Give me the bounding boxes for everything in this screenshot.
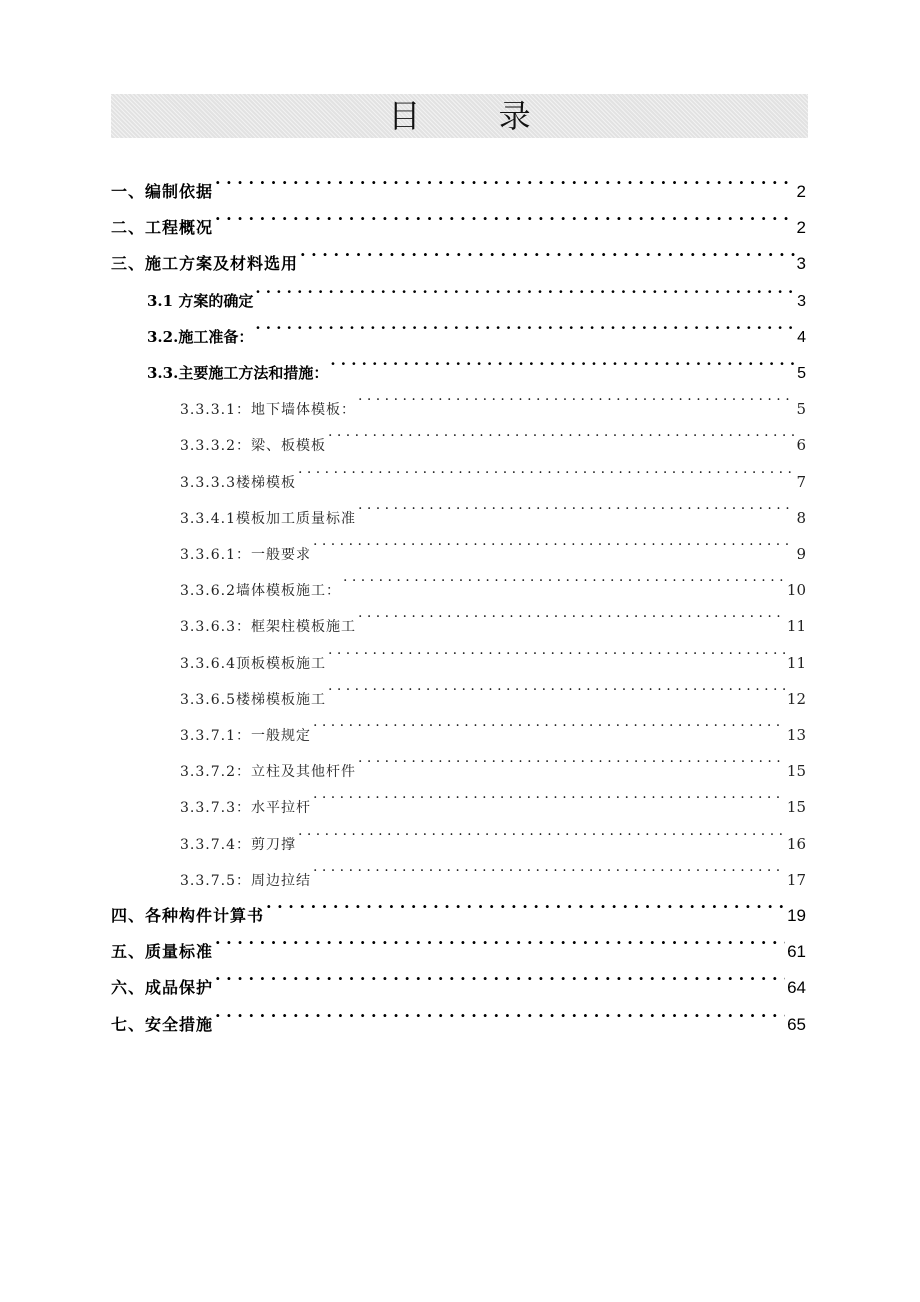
toc-entry[interactable] — [180, 414, 806, 455]
toc-entry-page-number: 19 — [787, 906, 806, 925]
toc-entry[interactable] — [180, 668, 806, 708]
toc-entry[interactable] — [180, 559, 806, 600]
toc-entry[interactable] — [180, 813, 806, 853]
toc-entry-page-number: 64 — [787, 978, 806, 998]
toc-dot-leader — [313, 776, 785, 812]
toc-dot-leader — [358, 595, 785, 631]
toc-entry-page-number: 11 — [786, 617, 806, 636]
toc-entry-label: 3.3.6.1：一般要求 — [180, 547, 311, 563]
toc-entry[interactable] — [180, 704, 806, 744]
toc-entry[interactable] — [111, 885, 806, 925]
toc-dot-leader — [300, 233, 795, 269]
toc-entry-label: 3.3.3.3楼梯模板 — [180, 474, 296, 491]
toc-entry[interactable] — [180, 740, 806, 781]
toc-dot-leader — [255, 306, 795, 342]
toc-dot-leader — [215, 957, 785, 993]
toc-entry-label: 七、安全措施 — [111, 1014, 214, 1034]
toc-dot-leader — [215, 161, 795, 197]
toc-title: 目 录 — [388, 97, 565, 135]
toc-title-bar — [111, 94, 808, 138]
toc-dot-leader — [328, 414, 794, 450]
toc-entry-page-number: 3 — [797, 292, 806, 310]
toc-dot-leader — [328, 632, 785, 668]
toc-entry-label: 3.3.7.1：一般规定 — [180, 728, 311, 744]
toc-entry-label: 3.3.7.3：水平拉杆 — [180, 800, 311, 817]
toc-entry-page-number: 13 — [786, 726, 806, 744]
toc-entry-page-number: 7 — [796, 472, 806, 491]
toc-entry-label: 二、工程概况 — [111, 218, 214, 238]
toc-dot-leader — [215, 921, 785, 957]
toc-entry[interactable] — [111, 233, 806, 274]
toc-dot-leader — [298, 451, 794, 487]
toc-entry-page-number: 16 — [786, 834, 806, 853]
toc-dot-leader — [313, 704, 785, 740]
toc-dot-leader — [255, 270, 795, 306]
toc-dot-leader — [358, 487, 794, 523]
toc-entry-page-number: 12 — [786, 689, 806, 708]
toc-entry-label: 六、成品保护 — [111, 978, 214, 998]
toc-dot-leader — [358, 378, 794, 414]
toc-entry-page-number: 65 — [787, 1014, 806, 1034]
toc-dot-leader — [343, 559, 785, 595]
toc-entry-label: 3.3.6.4顶板模板施工 — [180, 655, 326, 672]
toc-entry-label: 3.3.主要施工方法和措施： — [147, 364, 329, 382]
toc-entry-label: 3.3.7.4：剪刀撑 — [180, 836, 296, 853]
toc-entry-label: 3.1 方案的确定 — [147, 291, 254, 310]
toc-dot-leader — [328, 668, 785, 704]
toc-entry-label: 3.3.6.3：框架柱模板施工 — [180, 619, 356, 636]
toc-entry-page-number: 6 — [796, 436, 806, 455]
toc-entry-label: 3.3.7.2：立柱及其他杆件 — [180, 764, 356, 781]
toc-entry-label: 3.3.6.2墙体模板施工： — [180, 583, 341, 600]
toc-entry-label: 五、质量标准 — [111, 942, 214, 962]
toc-entry[interactable] — [180, 595, 806, 636]
toc-entry[interactable] — [147, 270, 806, 310]
toc-dot-leader — [215, 197, 795, 233]
toc-entry-page-number: 5 — [797, 365, 806, 382]
toc-dot-leader — [313, 523, 794, 559]
toc-entry-page-number: 9 — [796, 545, 806, 563]
toc-dot-leader — [358, 740, 785, 776]
toc-entry[interactable] — [180, 523, 806, 563]
toc-entry-label: 3.3.3.2：梁、板模板 — [180, 438, 326, 455]
toc-entry-label: 3.3.6.5楼梯模板施工 — [180, 691, 326, 708]
toc-entry[interactable] — [111, 994, 806, 1034]
toc-entry-page-number: 8 — [796, 508, 806, 527]
toc-entry-page-number: 4 — [797, 328, 806, 346]
toc-entry[interactable] — [180, 776, 806, 817]
toc-entry[interactable] — [180, 849, 806, 889]
toc-dot-leader — [266, 885, 785, 921]
toc-entry-label: 三、施工方案及材料选用 — [111, 254, 299, 274]
toc-entry[interactable] — [111, 197, 806, 238]
toc-entry-label: 3.3.7.5：周边拉结 — [180, 872, 311, 889]
toc-entry[interactable] — [180, 451, 806, 491]
toc-dot-leader — [298, 813, 785, 849]
toc-entry-page-number: 2 — [796, 218, 806, 238]
toc-entry-label: 3.2.施工准备： — [147, 327, 254, 346]
toc-entry-page-number: 3 — [796, 254, 806, 274]
toc-dot-leader — [313, 849, 785, 885]
toc-entry-label: 一、编制依据 — [111, 182, 214, 201]
toc-entry[interactable] — [111, 921, 806, 962]
toc-entry-page-number: 61 — [787, 942, 806, 962]
toc-entry[interactable] — [180, 632, 806, 672]
toc-entry[interactable] — [111, 957, 806, 998]
toc-entry-page-number: 15 — [786, 798, 806, 817]
toc-entry-label: 四、各种构件计算书 — [111, 906, 265, 925]
toc-entry-page-number: 17 — [786, 870, 806, 889]
toc-entry[interactable] — [147, 342, 806, 382]
toc-dot-leader — [215, 994, 785, 1030]
toc-entry-page-number: 5 — [796, 400, 806, 419]
toc-entry[interactable] — [147, 306, 806, 346]
toc-entry[interactable] — [180, 378, 806, 419]
toc-entry-page-number: 10 — [786, 581, 806, 600]
toc-entry-page-number: 2 — [796, 182, 806, 201]
toc-dot-leader — [330, 342, 795, 378]
toc-entry[interactable] — [111, 161, 806, 201]
toc-entry-page-number: 15 — [786, 762, 806, 781]
toc-entry[interactable] — [180, 487, 806, 527]
toc-entry-label: 3.3.4.1模板加工质量标准 — [180, 510, 356, 527]
toc-entry-page-number: 11 — [786, 653, 806, 672]
toc-entry-label: 3.3.3.1：地下墙体模板： — [180, 402, 356, 419]
